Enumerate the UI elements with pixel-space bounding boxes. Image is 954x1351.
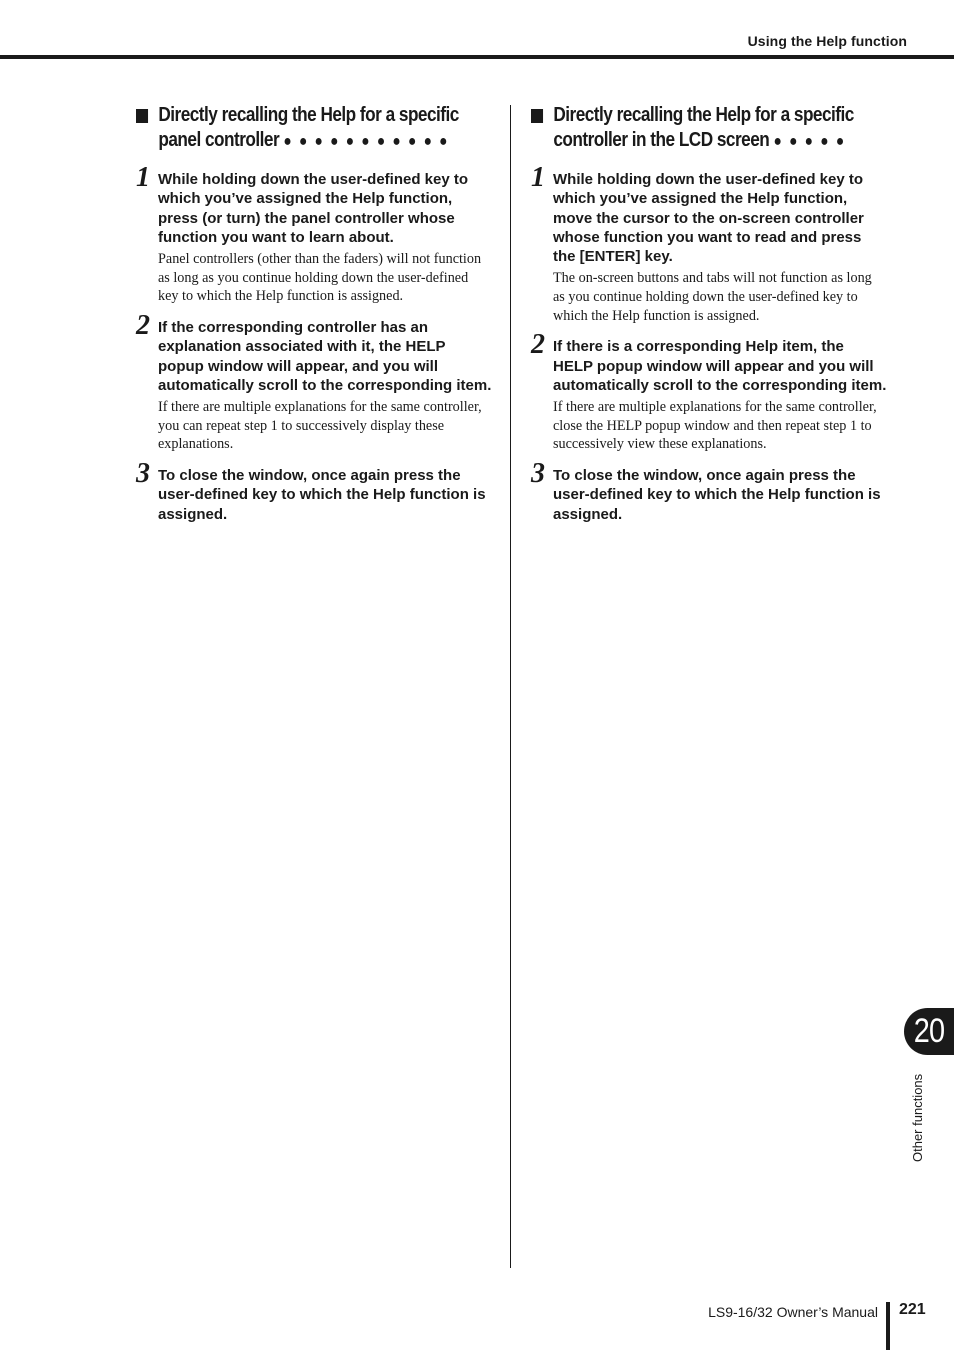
section-lcd-controller — [531, 103, 887, 536]
step-1 — [136, 162, 492, 306]
running-header: Using the Help function — [747, 33, 907, 49]
section-title-line2: controller in the LCD screen — [553, 129, 770, 151]
page-number: 221 — [899, 1301, 926, 1318]
step-body: If there are multiple explanations for the same controller, you can repeat step 1 to successively display these explanations. — [158, 399, 482, 453]
step-3 — [531, 457, 887, 524]
title-dots: ● ● ● ● ● — [773, 133, 846, 150]
square-bullet-icon — [531, 109, 543, 123]
section-title-line1: Directly recalling the Help for a specific — [158, 104, 459, 126]
step-2 — [136, 309, 492, 454]
chapter-tab — [904, 1008, 954, 1055]
section-title — [531, 103, 906, 154]
step-3 — [136, 457, 492, 524]
step-number: 3 — [136, 457, 150, 489]
title-dots: ● ● ● ● ● ● ● ● ● ● ● — [283, 133, 450, 150]
step-heading: While holding down the user-defined key to which you’ve assigned the Help function, press (or turn) the panel controller whose function you want to learn about. — [158, 171, 469, 246]
chapter-number: 20 — [913, 1012, 945, 1050]
chapter-label: Other functions — [910, 1073, 925, 1162]
header-rule — [0, 55, 954, 59]
step-number: 2 — [531, 329, 545, 361]
step-number: 1 — [531, 162, 545, 193]
column-divider — [510, 105, 511, 1268]
section-title-line2: panel controller — [158, 129, 280, 151]
step-number: 3 — [531, 457, 545, 489]
step-body: Panel controllers (other than the faders) will not function as long as you continue holding down the user-defined key to which the Help function is assigned. — [158, 251, 482, 305]
step-1 — [531, 162, 887, 325]
section-panel-controller — [136, 103, 492, 536]
square-bullet-icon — [136, 109, 148, 123]
step-body: The on-screen buttons and tabs will not function as long as you continue holding down the user-defined key to which the Help function is assigned. — [553, 270, 872, 324]
step-number: 1 — [136, 162, 150, 193]
step-heading: While holding down the user-defined key to which you’ve assigned the Help function, move the cursor to the on-screen controller whose function you want to read and press the [ENTER] key. — [553, 171, 864, 266]
step-heading: To close the window, once again press the user-defined key to which the Help function is assigned. — [158, 466, 486, 523]
section-title — [136, 103, 511, 154]
step-heading: To close the window, once again press the user-defined key to which the Help function is assigned. — [553, 466, 881, 523]
section-title-line1: Directly recalling the Help for a specific — [553, 104, 854, 126]
step-heading: If the corresponding controller has an explanation associated with it, the HELP popup window will appear, and you will automatically scroll to the corresponding item. — [158, 318, 492, 394]
footer-bar — [886, 1302, 890, 1350]
step-heading: If there is a corresponding Help item, the HELP popup window will appear and you will automatically scroll to the corresponding item. — [553, 338, 887, 394]
step-body: If there are multiple explanations for the same controller, close the HELP popup window and then repeat step 1 to successively view these explanations. — [553, 399, 877, 453]
step-2 — [531, 329, 887, 454]
step-number: 2 — [136, 309, 150, 341]
footer-manual-title: LS9-16/32 Owner’s Manual — [708, 1304, 878, 1320]
